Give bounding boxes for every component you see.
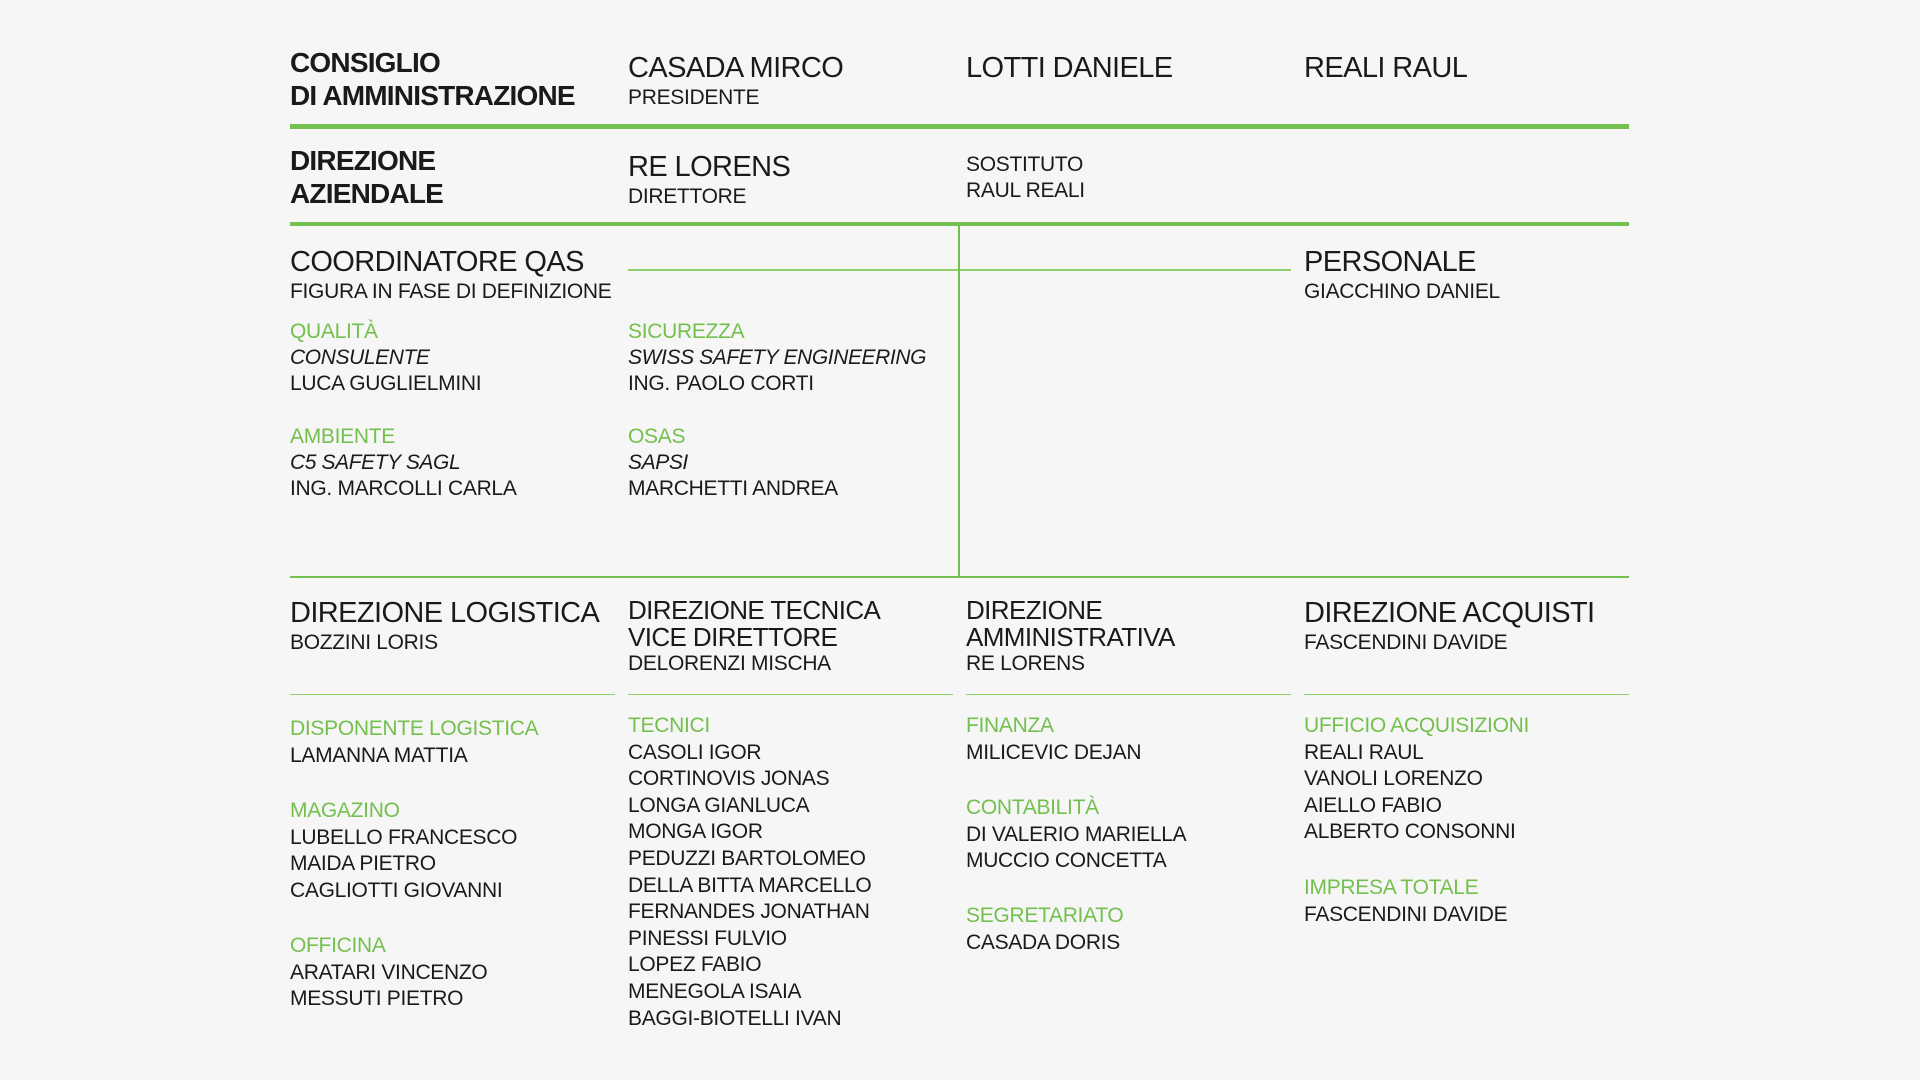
tecnica-title-line1: DIREZIONE TECNICA [628,595,881,625]
substitute-label: SOSTITUTO [966,153,1084,176]
qas-subtitle: FIGURA IN FASE DI DEFINIZIONE [290,280,612,303]
qualita-person: LUCA GUGLIELMINI [290,372,482,395]
acquisti-title: DIREZIONE ACQUISTI [1304,597,1595,629]
list-item: LUBELLO FRANCESCO [290,825,518,849]
finanza-label: FINANZA [966,714,1054,737]
qualita-company: CONSULENTE [290,346,430,369]
acquisti-head: FASCENDINI DAVIDE [1304,631,1508,654]
amministrativa-finanza [966,713,1141,766]
list-item: MESSUTI PIETRO [290,987,464,1011]
connector-vertical [958,224,960,578]
sicurezza-person: ING. PAOLO CORTI [628,372,814,395]
list-item: MUCCIO CONCETTA [966,849,1167,873]
acquisti-ufficio [1304,713,1529,846]
list-item: DI VALERIO MARIELLA [966,822,1187,846]
management-title-line2: AZIENDALE [290,178,444,209]
contabilita-label: CONTABILITÀ [966,796,1099,819]
qas-ambiente [290,423,517,502]
ambiente-label: AMBIENTE [290,425,395,448]
personale [1304,246,1500,305]
dept-logistica [290,597,599,656]
list-item: ARATARI VINCENZO [290,960,488,984]
amministrativa-contabilita [966,795,1186,875]
list-item: FASCENDINI DAVIDE [1304,902,1508,926]
impresa-label: IMPRESA TOTALE [1304,876,1479,899]
divider-acquisti [1304,694,1629,695]
director-role: DIRETTORE [628,185,747,208]
sicurezza-label: SICUREZZA [628,320,745,343]
sicurezza-company: SWISS SAFETY ENGINEERING [628,346,927,369]
list-item: MAIDA PIETRO [290,852,436,876]
director [628,151,790,210]
list-item: LONGA GIANLUCA [628,793,810,817]
qualita-label: QUALITÀ [290,320,378,343]
acquisti-impresa [1304,875,1507,928]
disponente-label: DISPONENTE LOGISTICA [290,717,539,740]
logistica-head: BOZZINI LORIS [290,631,438,654]
logistica-disponente [290,716,538,769]
board-member-3: REALI RAUL [1304,52,1468,84]
qas-qualita [290,318,481,397]
divider-tecnica [628,694,953,695]
management-title-line1: DIREZIONE [290,145,436,176]
connector-right [960,269,1291,271]
qas-sicurezza [628,318,926,397]
osas-person: MARCHETTI ANDREA [628,477,838,500]
personale-title: PERSONALE [1304,246,1476,278]
personale-name: GIACCHINO DANIEL [1304,280,1500,303]
list-item: FERNANDES JONATHAN [628,900,870,924]
tecnica-title-line2: VICE DIRETTORE [628,622,838,652]
board-title-line2: DI AMMINISTRAZIONE [290,80,575,111]
logistica-magazzino [290,798,517,904]
logistica-title: DIREZIONE LOGISTICA [290,597,600,629]
logistica-officina [290,933,487,1013]
amministrativa-segretariato [966,903,1123,956]
director-name: RE LORENS [628,151,791,183]
president-name: CASADA MIRCO [628,52,844,84]
osas-company: SAPSI [628,451,688,474]
list-item: REALI RAUL [1304,740,1424,764]
list-item: BAGGI-BIOTELLI IVAN [628,1006,842,1030]
ufficio-label: UFFICIO ACQUISIZIONI [1304,714,1530,737]
ambiente-company: C5 SAFETY SAGL [290,451,461,474]
list-item: CASADA DORIS [966,930,1120,954]
list-item: CORTINOVIS JONAS [628,767,830,791]
divider-logistica [290,694,615,695]
amministrativa-title-line1: DIREZIONE [966,595,1103,625]
qas-osas [628,423,838,502]
list-item: PINESSI FULVIO [628,926,787,950]
list-item: DELLA BITTA MARCELLO [628,873,872,897]
dept-amministrativa [966,597,1175,677]
osas-label: OSAS [628,425,686,448]
list-item: CAGLIOTTI GIOVANNI [290,878,503,902]
substitute [966,152,1085,204]
board-member-2: LOTTI DANIELE [966,52,1173,84]
board-member-president [628,52,843,111]
list-item: ALBERTO CONSONNI [1304,820,1516,844]
list-item: LOPEZ FABIO [628,953,762,977]
board-title-line1: CONSIGLIO [290,47,440,78]
president-role: PRESIDENTE [628,86,760,109]
management-section [290,144,443,210]
amministrativa-head: RE LORENS [966,652,1085,675]
magazzino-label: MAGAZINO [290,799,400,822]
list-item: AIELLO FABIO [1304,793,1442,817]
divider-board [290,124,1629,129]
dept-tecnica [628,597,880,677]
tecnica-tecnici [628,713,871,1032]
list-item: MILICEVIC DEJAN [966,740,1142,764]
tecnica-head: DELORENZI MISCHA [628,652,831,675]
list-item: MENEGOLA ISAIA [628,979,802,1003]
substitute-name: RAUL REALI [966,179,1085,202]
list-item: CASOLI IGOR [628,740,762,764]
list-item: MONGA IGOR [628,820,763,844]
qas-coordinator [290,246,612,305]
tecnici-label: TECNICI [628,714,710,737]
divider-amministrativa [966,694,1291,695]
ambiente-person: ING. MARCOLLI CARLA [290,477,517,500]
list-item: PEDUZZI BARTOLOMEO [628,846,866,870]
connector-left [628,269,958,271]
dept-acquisti [1304,597,1595,656]
segretariato-label: SEGRETARIATO [966,904,1124,927]
list-item: LAMANNA MATTIA [290,743,468,767]
amministrativa-title-line2: AMMINISTRATIVA [966,622,1175,652]
divider-departments [290,576,1629,578]
list-item: VANOLI LORENZO [1304,767,1483,791]
officina-label: OFFICINA [290,934,386,957]
qas-title: COORDINATORE QAS [290,246,584,278]
board-section [290,46,575,112]
